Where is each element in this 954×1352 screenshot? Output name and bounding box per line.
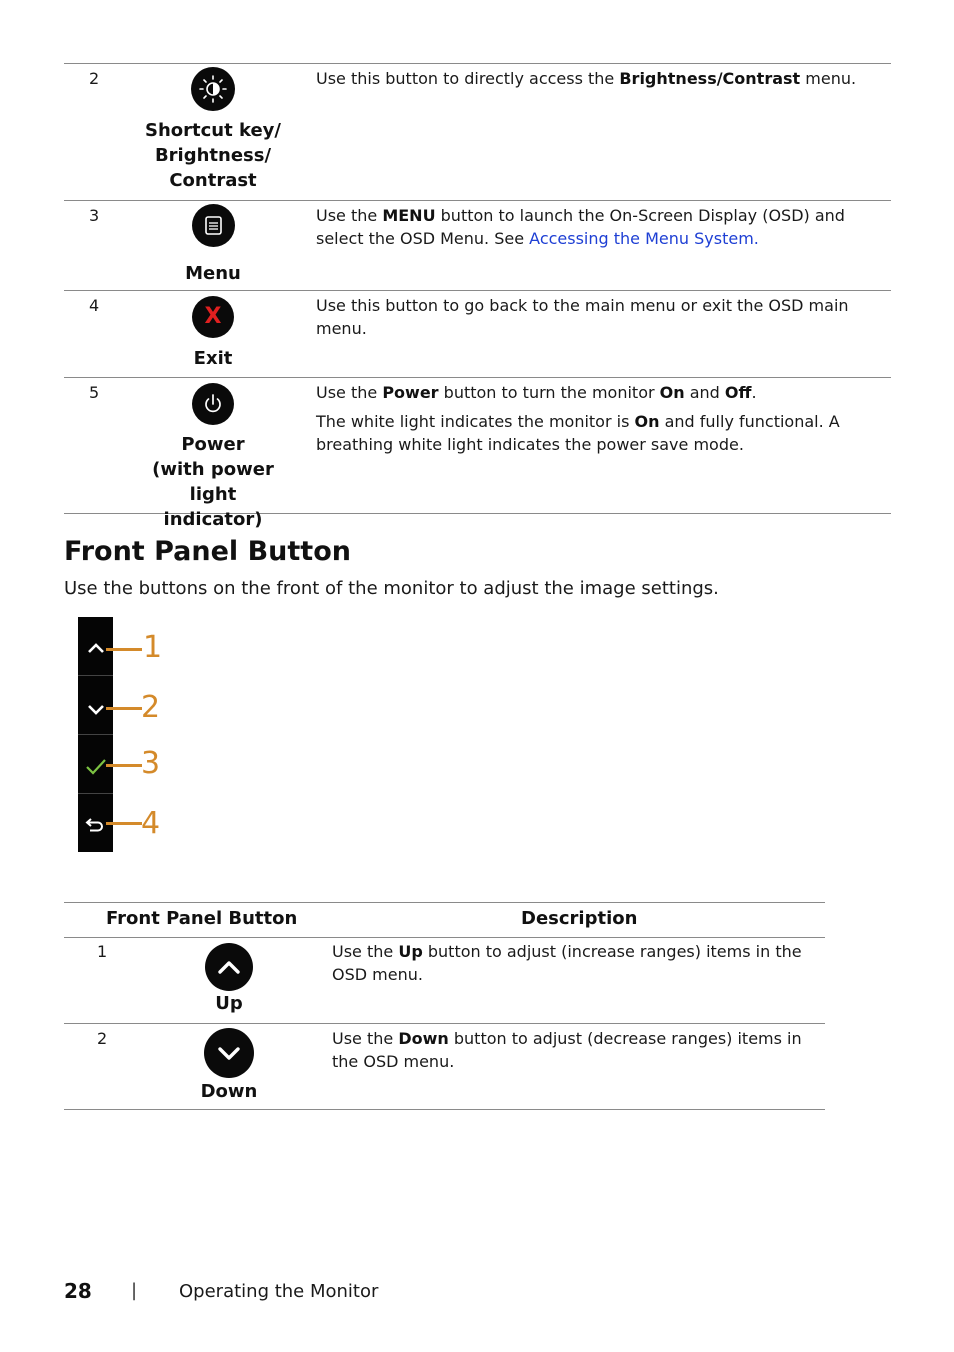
section-intro: Use the buttons on the front of the monitor to adjust the image settings. — [64, 578, 719, 599]
row-description: Use this button to go back to the main menu or exit the OSD main menu. — [316, 296, 849, 338]
table-row — [64, 201, 891, 291]
check-icon — [85, 758, 107, 776]
callout-line — [106, 764, 142, 767]
row-number: 4 — [89, 296, 100, 315]
button-label: Power (with power light indicator) — [152, 434, 274, 530]
page-number: 28 — [64, 1279, 92, 1303]
footer-title: Operating the Monitor — [179, 1281, 379, 1302]
row-number: 2 — [97, 1029, 108, 1048]
row-description: Use the Up button to adjust (increase ranges) items in the OSD menu. — [332, 942, 802, 984]
table-row — [64, 378, 891, 530]
row-description: Use the Power button to turn the monitor On and Off. The white light indicates the monitor is On and fully functional. A breathing white light indicates the power save mode. — [316, 383, 840, 454]
footer-separator: | — [131, 1280, 138, 1301]
menu-icon — [192, 204, 235, 247]
section-title: Front Panel Button — [64, 536, 351, 567]
button-label: Shortcut key/ Brightness/ Contrast — [145, 120, 281, 191]
row-description: Use the MENU button to launch the On-Screen Display (OSD) and select the OSD Menu. See Accessing the Menu System. — [316, 206, 845, 248]
up-chevron-icon — [86, 641, 106, 655]
row-number: 5 — [89, 383, 100, 402]
table-row — [64, 937, 825, 1024]
power-icon — [192, 383, 234, 425]
table-header — [64, 902, 825, 938]
front-panel-illustration — [78, 617, 113, 852]
accessing-menu-link[interactable]: Accessing the Menu System. — [529, 229, 759, 248]
callout-number: 2 — [141, 690, 161, 725]
row-number: 2 — [89, 69, 100, 88]
row-number: 3 — [89, 206, 100, 225]
down-icon — [204, 1028, 254, 1078]
callout-number: 4 — [141, 806, 161, 841]
column-header-button: Front Panel Button — [106, 908, 298, 929]
button-label: Down — [200, 1081, 258, 1102]
callout-number: 3 — [141, 746, 161, 781]
row-description: Use the Down button to adjust (decrease ranges) items in the OSD menu. — [332, 1029, 802, 1071]
button-label: Menu — [185, 263, 241, 284]
table-row — [64, 1024, 825, 1110]
column-header-description: Description — [521, 908, 638, 929]
table-row — [64, 64, 891, 201]
button-label: Up — [215, 993, 243, 1014]
up-icon — [205, 943, 253, 991]
callout-number: 1 — [143, 630, 163, 665]
callout-line — [106, 707, 142, 710]
row-description: Use this button to directly access the Brightness/Contrast menu. — [316, 69, 857, 88]
back-icon — [85, 815, 107, 833]
button-label: Exit — [193, 348, 233, 369]
row-number: 1 — [97, 942, 108, 961]
callout-line — [106, 822, 142, 825]
down-chevron-icon — [86, 703, 106, 717]
table-row — [64, 291, 891, 378]
brightness-contrast-icon — [191, 67, 235, 111]
exit-icon: X — [192, 296, 234, 338]
callout-line — [106, 648, 142, 651]
